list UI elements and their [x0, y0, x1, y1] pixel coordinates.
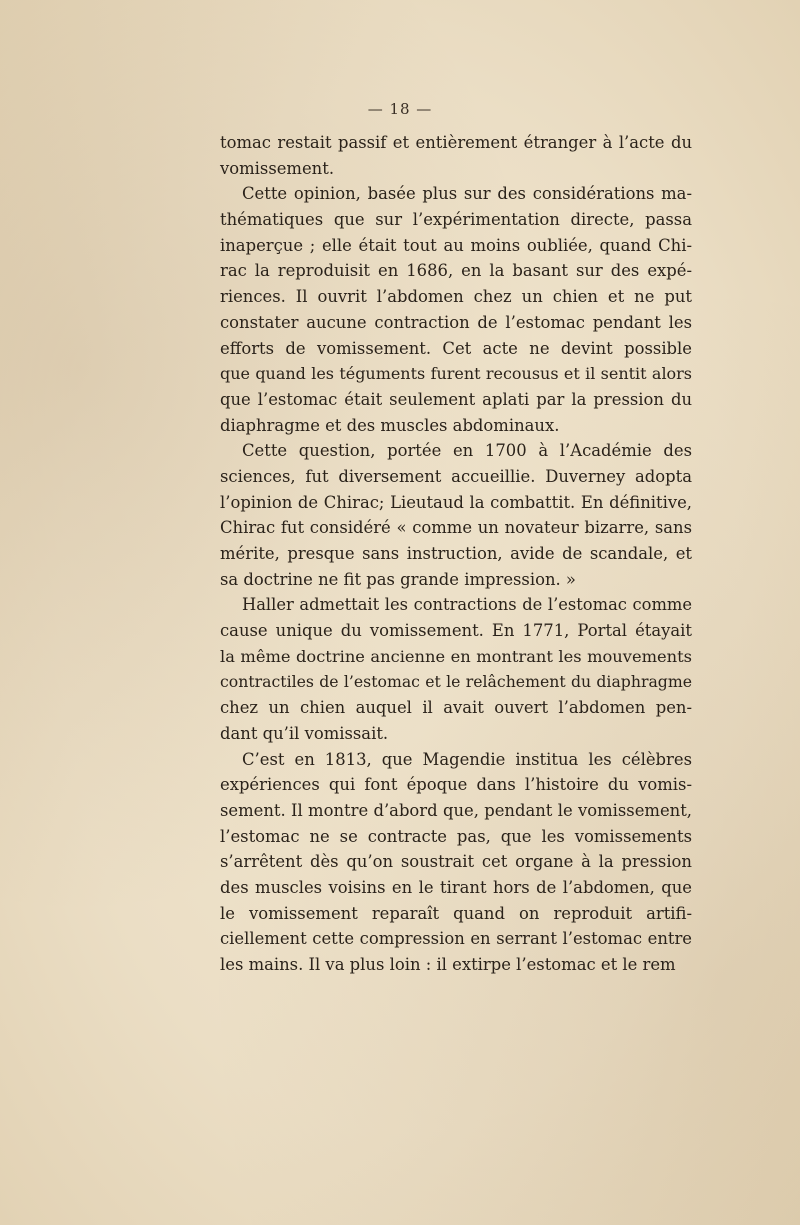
text-line: efforts de vomissement. Cet acte ne devint possible: [220, 338, 692, 358]
text-line: dant qu’il vomissait.: [220, 723, 389, 743]
paragraph: [220, 592, 692, 746]
text-line: l’opinion de Chirac; Lieutaud la combattit. En définitive,: [220, 492, 692, 512]
paragraph: [220, 130, 692, 181]
text-line: contractiles de l’estomac et le relâchement du diaphragme: [220, 672, 692, 692]
text-line: ciellement cette compression en serrant l’estomac entre: [220, 929, 692, 949]
text-line: sa doctrine ne fit pas grande impression. »: [220, 569, 576, 589]
text-line: l’estomac ne se contracte pas, que les vomissements: [220, 826, 692, 846]
text-line: riences. Il ouvrit l’abdomen chez un chien et ne put: [220, 287, 692, 307]
text-line: rac la reproduisit en 1686, en la basant sur des expé-: [220, 261, 692, 281]
text-line: Chirac fut considéré « comme un novateur bizarre, sans: [220, 518, 692, 538]
text-line: constater aucune contraction de l’estomac pendant les: [220, 312, 692, 332]
text-line: que quand les téguments furent recousus et il sentit alors: [220, 364, 692, 384]
paragraph: [220, 438, 692, 592]
text-line: mérite, presque sans instruction, avide de scandale, et: [220, 544, 692, 563]
text-line: thématiques que sur l’expérimentation directe, passa: [220, 210, 692, 230]
text-line: vomissement.: [220, 158, 335, 178]
text-line: que l’estomac était seulement aplati par la pression du: [220, 389, 692, 409]
text-line: inaperçue ; elle était tout au moins oubliée, quand Chi-: [220, 235, 692, 255]
text-line: diaphragme et des muscles abdominaux.: [220, 415, 560, 435]
text-line: chez un chien auquel il avait ouvert l’abdomen pen-: [220, 698, 692, 718]
text-line: des muscles voisins en le tirant hors de l’abdomen, que: [220, 877, 692, 897]
text-line: Haller admettait les contractions de l’estomac comme: [242, 595, 692, 615]
body-text: [220, 130, 692, 978]
text-line: Cette opinion, basée plus sur des considérations ma-: [242, 184, 692, 204]
text-line: s’arrêtent dès qu’on soustrait cet organe à la pression: [220, 852, 692, 872]
text-line: C’est en 1813, que Magendie institua les célèbres: [242, 749, 692, 769]
text-line: Cette question, portée en 1700 à l’Académie des: [242, 441, 692, 461]
text-line: tomac restait passif et entièrement étranger à l’acte du: [220, 133, 692, 152]
paragraph: [220, 181, 692, 438]
text-line: sciences, fut diversement accueillie. Duverney adopta: [220, 466, 692, 486]
text-line: le vomissement reparaît quand on reproduit artifi-: [220, 903, 692, 923]
text-line: les mains. Il va plus loin : il extirpe l’estomac et le rem: [220, 955, 676, 974]
page-number: — 18 —: [367, 100, 433, 118]
text-line: expériences qui font époque dans l’histoire du vomis-: [220, 775, 692, 795]
text-line: cause unique du vomissement. En 1771, Portal étayait: [220, 621, 692, 641]
text-line: la même doctrine ancienne en montrant les mouvements: [220, 646, 692, 666]
paragraph: [220, 747, 692, 978]
text-line: sement. Il montre d’abord que, pendant le vomissement,: [220, 800, 692, 820]
